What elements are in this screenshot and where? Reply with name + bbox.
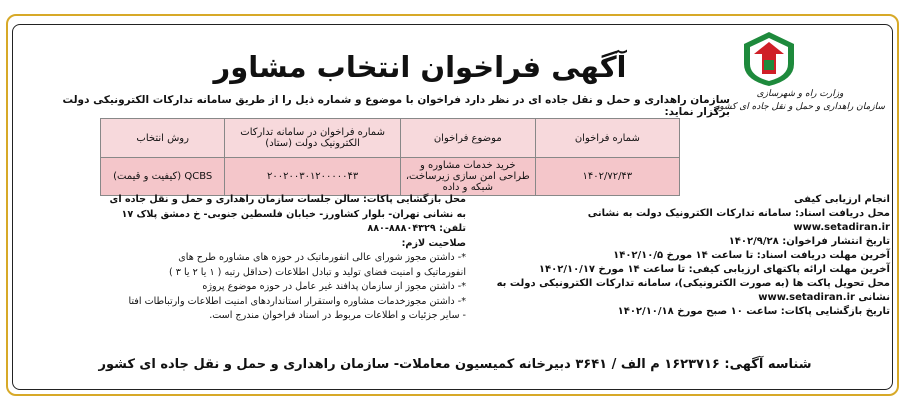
table-cell-setad-number: ۲۰۰۲۰۰۳۰۱۲۰۰۰۰۰۴۳	[225, 158, 401, 196]
qualification-item: *- داشتن مجوزخدمات مشاوره واستقرار استانداردهای امنیت اطلاعات وارتباطات افتا	[128, 295, 466, 307]
table-header-setad-number: شماره فراخوان در سامانه تدارکات الکترونیک دولت (ستاد)	[225, 119, 401, 158]
organization-name	[705, 88, 895, 114]
intro-text: سازمان راهداری و حمل و نقل جاده ای در نظر دارد فراخوان با موضوع و شماره ذیل را از طریق سامانه تدارکات الکترونیکی دولت برگزار نماید:	[62, 94, 730, 118]
delivery-address[interactable]: نشانی www.setadiran.ir	[758, 292, 890, 303]
announcement-table	[100, 118, 680, 196]
opening-address: به نشانی تهران- بلوار کشاورز- خیابان فلسطین جنوبی- خ دمشق پلاک ۱۷	[121, 208, 466, 220]
qualifications-heading: صلاحیت لازم:	[401, 237, 466, 249]
documents-location: محل دریافت اسناد: سامانه تدارکات الکترونیک دولت به نشانی	[587, 208, 890, 219]
footer-identifier: شناسه آگهی: ۱۶۲۳۷۱۶ م الف / ۳۶۴۱ دبیرخانه کمیسیون معاملات- سازمان راهداری و حمل و نقل جاده ای کشور	[98, 357, 812, 372]
page-title: آگهی فراخوان انتخاب مشاور	[213, 50, 627, 84]
tender-details	[400, 193, 890, 319]
qualification-item: *- داشتن مجوز از سازمان پدافند غیر عامل در حوزه موضوع پروژه	[202, 281, 466, 292]
qualification-item: *- داشتن مجوز شورای عالی انفورماتیک در حوزه های مشاوره طرح های	[178, 252, 466, 263]
opening-location: محل بازگشایی پاکات: سالن جلسات سازمان راهداری و حمل و نقل جاده ای	[109, 194, 466, 205]
table-cell-subject: خرید خدمات مشاوره و طراحی امن سازی زیرساخت، شبکه و داده	[400, 158, 535, 196]
arrow-shield-logo-icon	[740, 30, 798, 88]
qualification-item: انفورماتیک و امنیت فضای تولید و تبادل اطلاعات (حداقل رتبه ( ۱ یا ۲ یا ۳ )	[168, 266, 466, 278]
org-line-1: وزارت راه و شهرسازی	[756, 89, 844, 99]
setad-link[interactable]: www.setadiran.ir	[793, 222, 890, 233]
delivery-location: محل تحویل پاکت ها (به صورت الکترونیکی)، سامانه تدارکات الکترونیکی دولت به	[496, 278, 890, 289]
phone-number: تلفن: ۸۸۸۰۴۳۲۹-۸۸۰	[367, 223, 466, 234]
opening-date: تاریخ بازگشایی پاکات: ساعت ۱۰ صبح مورخ ۱۴۰۲/۱۰/۱۸	[617, 306, 890, 317]
other-details: - سایر جزئیات و اطلاعات مربوط در اسناد فراخوان مندرج است.	[209, 310, 466, 321]
table-cell-method: QCBS (کیفیت و قیمت)	[101, 158, 225, 196]
publish-date: تاریخ انتشار فراخوان: ۱۴۰۲/۹/۲۸	[728, 236, 890, 247]
evaluation-type: انجام ارزیابی کیفی	[794, 194, 890, 205]
org-line-2: سازمان راهداری و حمل و نقل جاده ای کشور	[715, 102, 885, 112]
submission-deadline: آخرین مهلت ارائه پاکتهای ارزیابی کیفی: تا ساعت ۱۴ مورخ ۱۴۰۲/۱۰/۱۷	[538, 264, 890, 275]
table-cell-number: ۱۴۰۲/۷۲/۴۳	[535, 158, 679, 196]
table-row	[101, 158, 680, 196]
table-header-number: شماره فراخوان	[535, 119, 679, 158]
opening-and-qualifications	[16, 193, 466, 324]
table-header-method: روش انتخاب	[101, 119, 225, 158]
documents-deadline: آخرین مهلت دریافت اسناد: تا ساعت ۱۴ مورخ ۱۴۰۲/۱۰/۵	[613, 250, 890, 261]
table-header-subject: موضوع فراخوان	[400, 119, 535, 158]
table-header-row	[101, 119, 680, 158]
